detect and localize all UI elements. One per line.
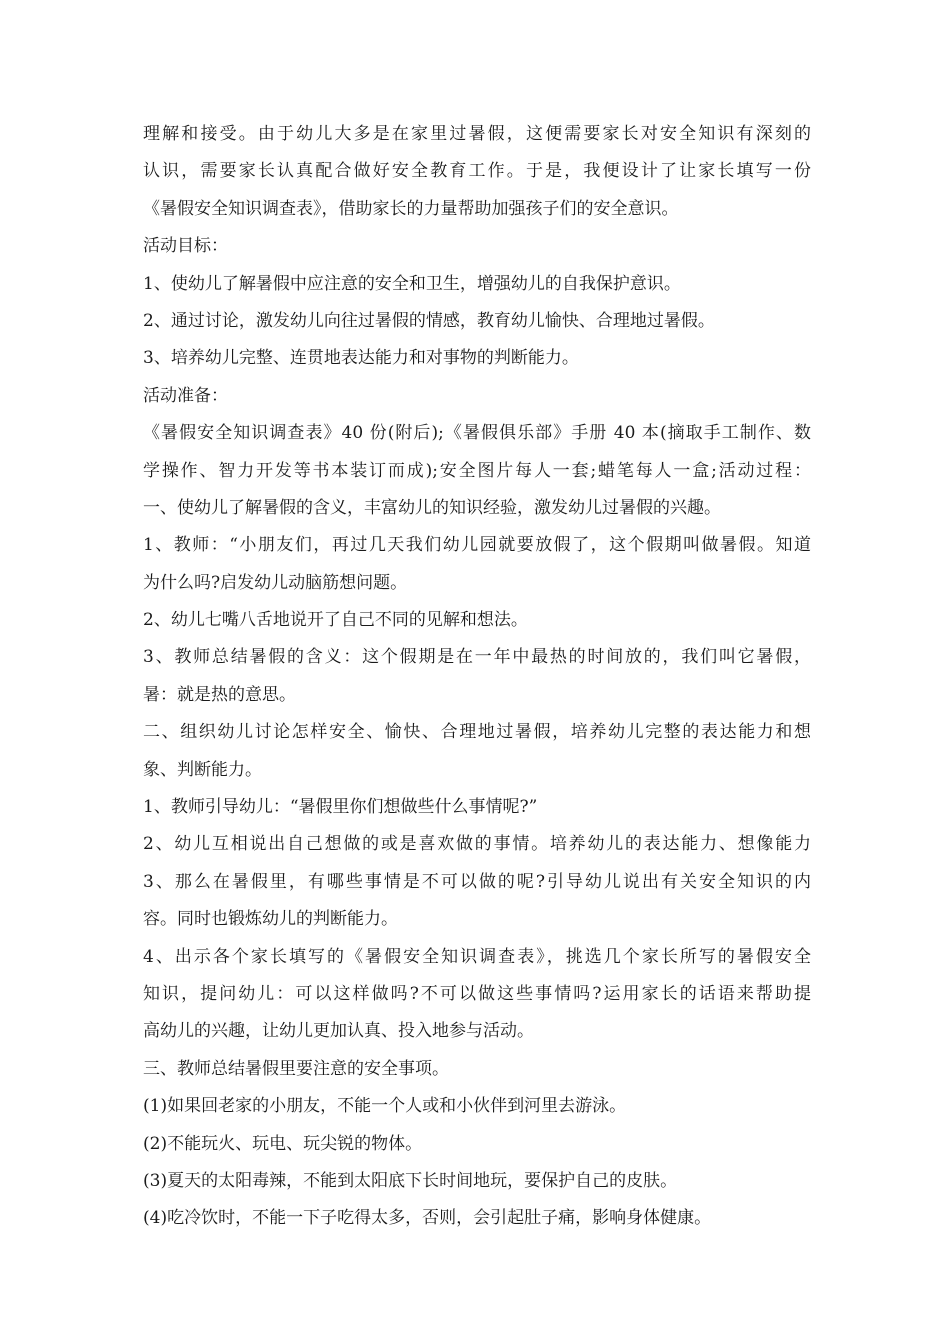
text-line: 暑：就是热的意思。	[143, 684, 296, 705]
text-line: (2)不能玩火、玩电、玩尖锐的物体。	[143, 1133, 423, 1154]
text-line: (4)吃冷饮时，不能一下子吃得太多，否则，会引起肚子痛，影响身体健康。	[143, 1208, 712, 1229]
text-line: 象、判断能力。	[143, 759, 262, 780]
text-line: 2、幼儿七嘴八舌地说开了自己不同的见解和想法。	[143, 610, 528, 631]
text-line: 认识，需要家长认真配合做好安全教育工作。于是，我便设计了让家长填写一份	[143, 161, 811, 182]
text-line: 3、教师总结暑假的含义：这个假期是在一年中最热的时间放的，我们叫它暑假，	[143, 647, 811, 668]
text-line: 1、使幼儿了解暑假中应注意的安全和卫生，增强幼儿的自我保护意识。	[143, 273, 681, 294]
text-line: 知识，提问幼儿：可以这样做吗?不可以做这些事情吗?运用家长的话语来帮助提	[143, 983, 811, 1004]
text-line: 《暑假安全知识调查表》，借助家长的力量帮助加强孩子们的安全意识。	[143, 198, 679, 219]
text-line: 活动准备：	[143, 385, 228, 406]
text-line: 2、幼儿互相说出自己想做的或是喜欢做的事情。培养幼儿的表达能力、想像能力	[143, 834, 811, 855]
text-line: (1)如果回老家的小朋友，不能一个人或和小伙伴到河里去游泳。	[143, 1096, 627, 1117]
text-line: 学操作、智力开发等书本装订而成);安全图片每人一套;蜡笔每人一盒;活动过程：	[143, 460, 811, 481]
document-body	[143, 116, 811, 1238]
text-line: 一、使幼儿了解暑假的含义，丰富幼儿的知识经验，激发幼儿过暑假的兴趣。	[143, 497, 721, 518]
text-line: 三、教师总结暑假里要注意的安全事项。	[143, 1058, 449, 1079]
text-line: 高幼儿的兴趣，让幼儿更加认真、投入地参与活动。	[143, 1021, 534, 1042]
text-line: 3、培养幼儿完整、连贯地表达能力和对事物的判断能力。	[143, 348, 579, 369]
text-line: 理解和接受。由于幼儿大多是在家里过暑假，这便需要家长对安全知识有深刻的	[143, 124, 811, 144]
text-line: 《暑假安全知识调查表》40 份(附后);《暑假俱乐部》手册 40 本(摘取手工制作、数	[143, 423, 811, 444]
text-line: 1、教师引导幼儿：“暑假里你们想做些什么事情呢?”	[143, 797, 538, 818]
text-line: 二、组织幼儿讨论怎样安全、愉快、合理地过暑假，培养幼儿完整的表达能力和想	[143, 722, 811, 743]
text-line: 活动目标：	[143, 236, 228, 257]
text-line: 为什么吗?启发幼儿动脑筋想问题。	[143, 572, 408, 593]
text-line: 容。同时也锻炼幼儿的判断能力。	[143, 909, 398, 930]
text-line: 4、出示各个家长填写的《暑假安全知识调查表》，挑选几个家长所写的暑假安全	[143, 946, 811, 967]
text-line: 1、教师：“小朋友们，再过几天我们幼儿园就要放假了，这个假期叫做暑假。知道	[143, 535, 811, 556]
text-line: 2、通过讨论，激发幼儿向往过暑假的情感，教育幼儿愉快、合理地过暑假。	[143, 310, 715, 331]
text-line: (3)夏天的太阳毒辣，不能到太阳底下长时间地玩，要保护自己的皮肤。	[143, 1170, 678, 1191]
text-line: 3、那么在暑假里，有哪些事情是不可以做的呢?引导幼儿说出有关安全知识的内	[143, 871, 811, 892]
